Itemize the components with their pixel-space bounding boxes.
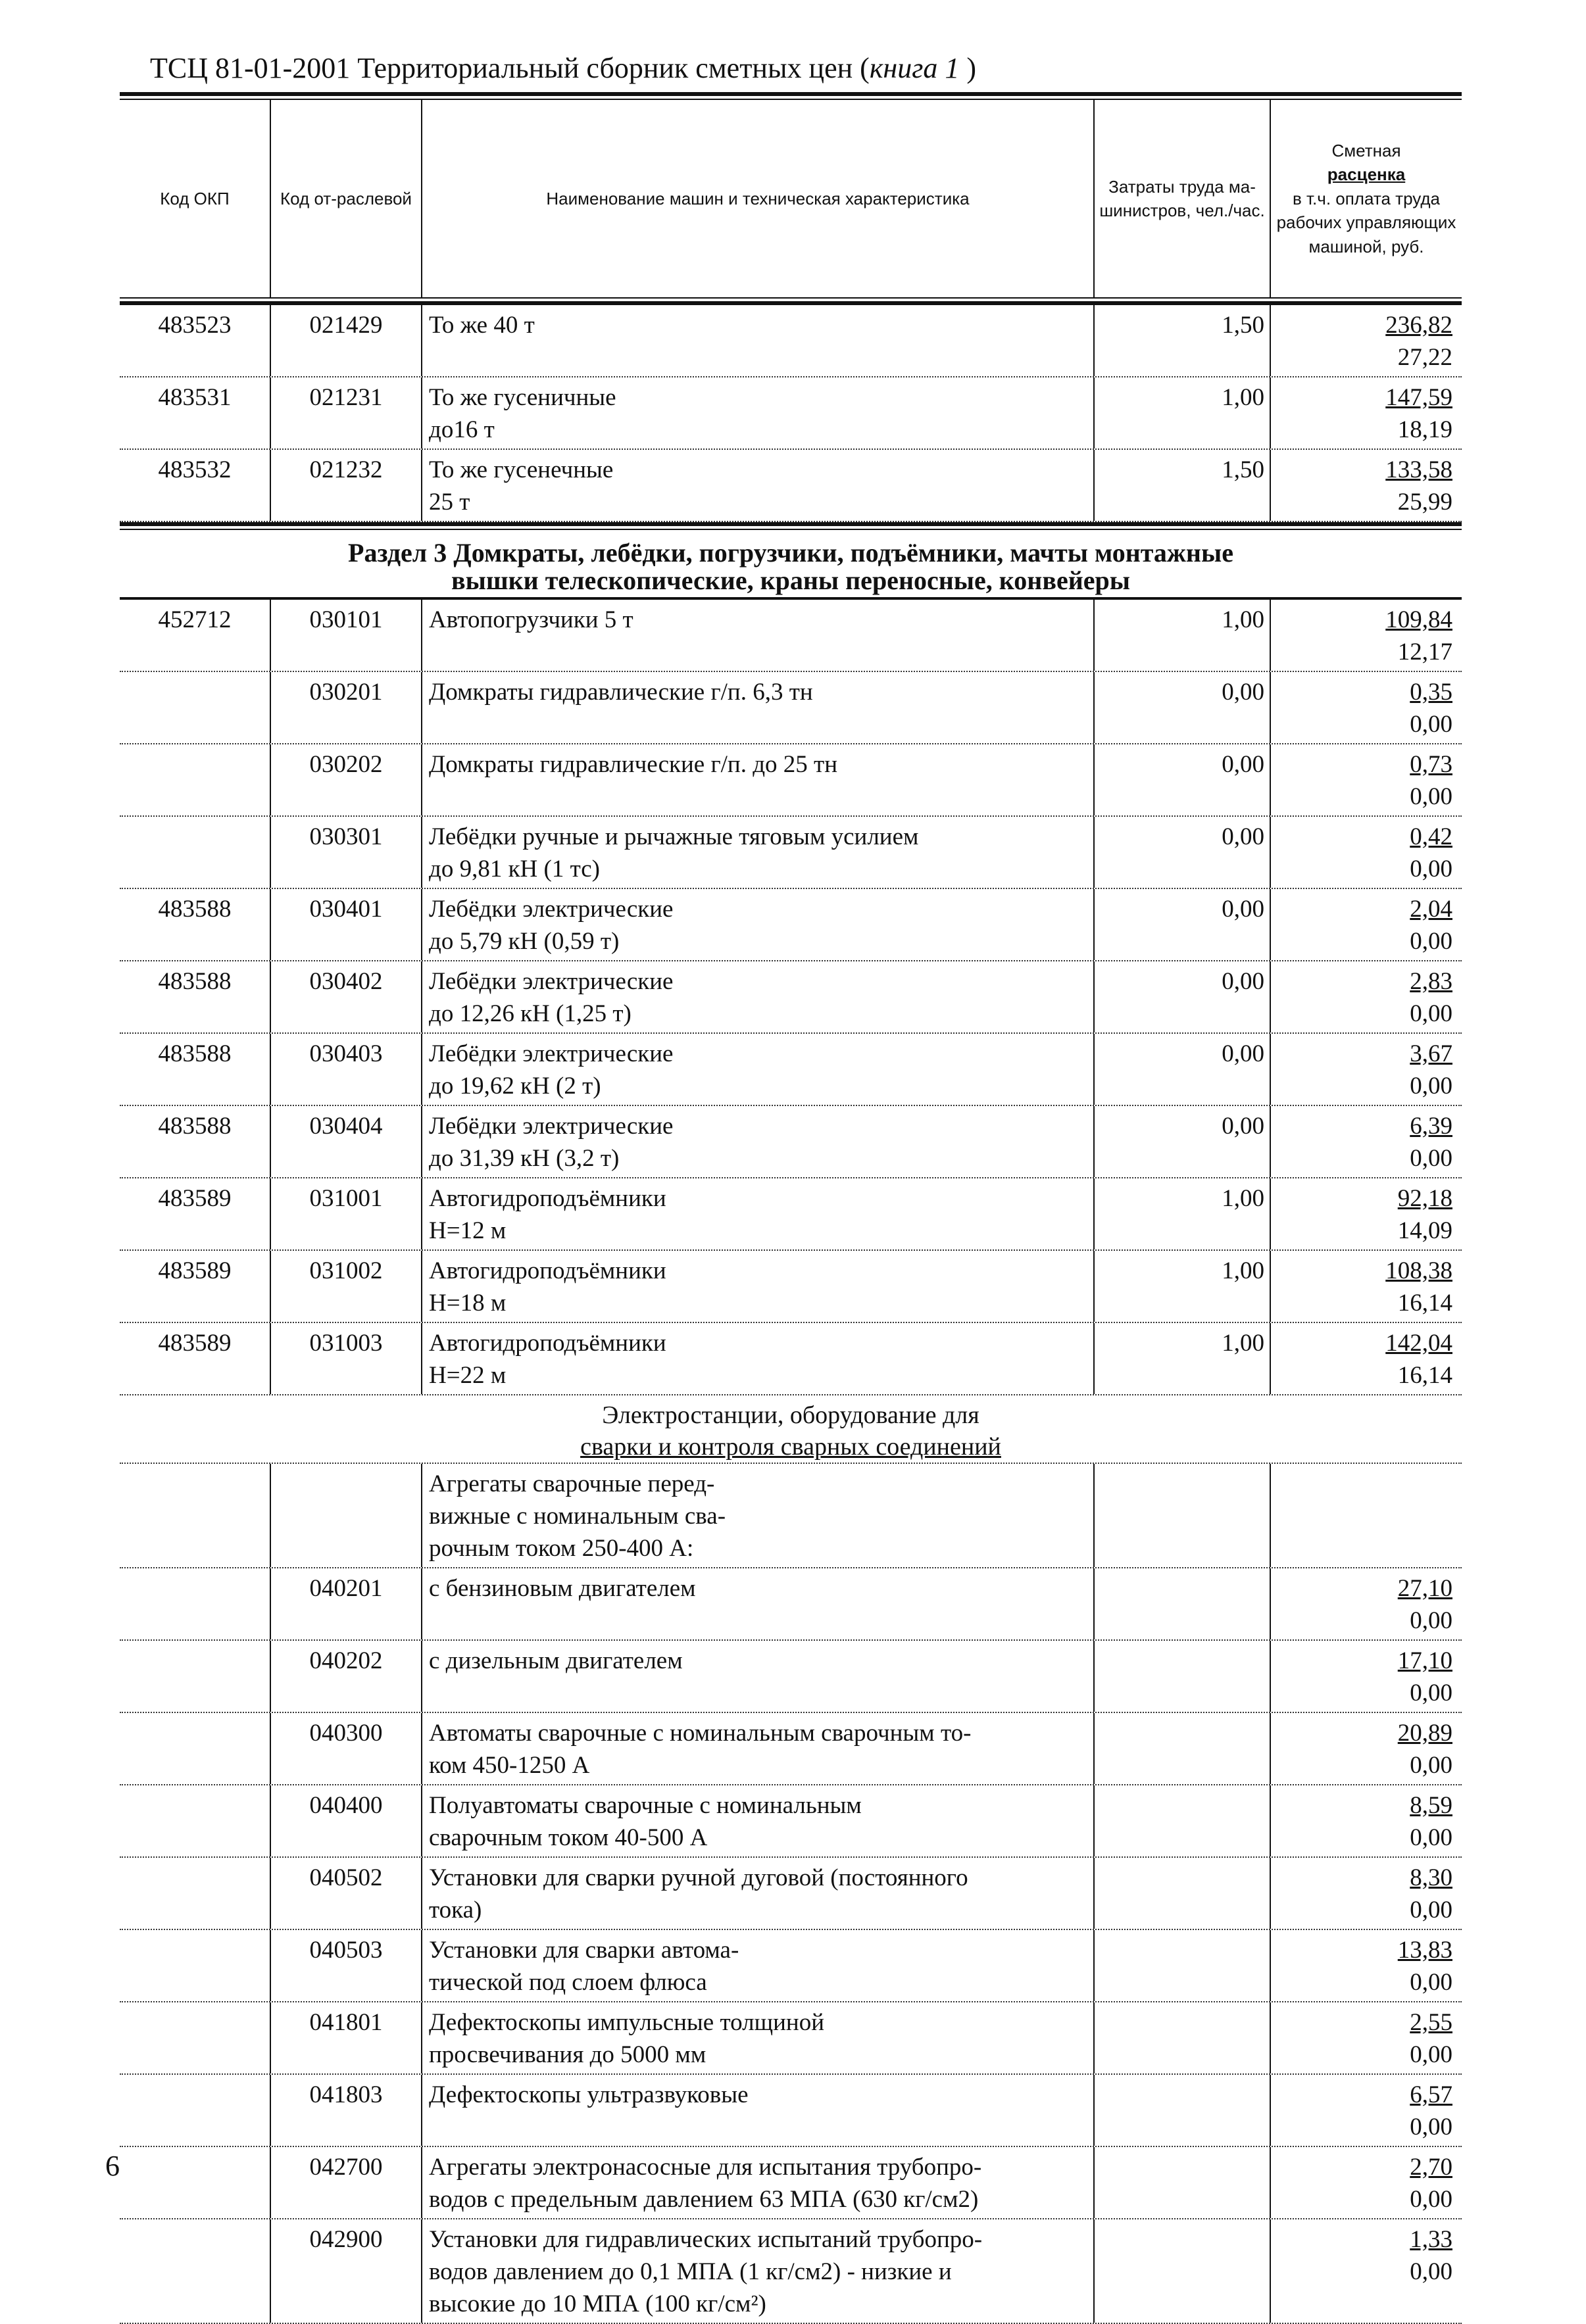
labor-cost: [1093, 1858, 1270, 1929]
price-cell: [1270, 1464, 1462, 1567]
okp-code: [120, 672, 270, 743]
machine-name: [421, 1034, 1093, 1105]
wage-amount: 0,00: [1410, 928, 1452, 955]
machine-name: [421, 817, 1093, 888]
price-cell: [1270, 961, 1462, 1032]
labor-cost: 0,00: [1093, 744, 1270, 815]
estimated-price: 2,83: [1410, 968, 1452, 995]
okp-code: 483532: [158, 456, 232, 483]
okp-code: [120, 2219, 270, 2323]
machine-name: [421, 1106, 1093, 1177]
okp-code: 483531: [158, 384, 232, 411]
header-labor: Затраты труда ма-шинистров, чел./час.: [1093, 100, 1270, 297]
estimated-price: 8,59: [1410, 1792, 1452, 1819]
section-rule: [120, 522, 1462, 530]
price-cell: [1270, 2147, 1462, 2218]
branch-code: 030402: [270, 961, 421, 1032]
okp-code: [120, 2075, 270, 2146]
okp-code: [120, 744, 270, 815]
machine-name: [421, 450, 1093, 521]
machine-name-line: ком 450-1250 А: [429, 1752, 590, 1779]
estimated-price: 0,42: [1410, 823, 1452, 850]
wage-amount: 0,00: [1410, 1073, 1452, 1100]
labor-cost: [1093, 1641, 1270, 1712]
price-table: [120, 92, 1462, 2324]
price-cell: [1270, 2002, 1462, 2073]
machine-name-line: [429, 781, 1087, 813]
machine-name-line: с бензиновым двигателем: [429, 1575, 696, 1602]
okp-code: [120, 817, 270, 888]
labor-cost: 1,50: [1093, 305, 1270, 376]
machine-name-line: Н=18 м: [429, 1290, 507, 1317]
table-row: [120, 672, 1462, 744]
estimated-price: 2,55: [1410, 2009, 1452, 2036]
machine-name-line: до 5,79 кН (0,59 т): [429, 928, 620, 955]
wage-amount: 0,00: [1410, 1969, 1452, 1996]
estimated-price: 3,67: [1410, 1040, 1452, 1067]
estimated-price: 142,04: [1385, 1330, 1452, 1357]
labor-cost: [1093, 1785, 1270, 1856]
wage-amount: 0,00: [1410, 2041, 1452, 2068]
labor-cost: 1,00: [1093, 377, 1270, 448]
labor-cost: 1,00: [1093, 600, 1270, 671]
price-cell: [1270, 305, 1462, 376]
estimated-price: 108,38: [1385, 1257, 1452, 1284]
labor-cost: [1093, 2219, 1270, 2323]
table-row: [120, 1178, 1462, 1251]
machine-name: [421, 1858, 1093, 1929]
table-row: [120, 1464, 1462, 1568]
machine-name-line: до16 т: [429, 416, 495, 443]
machine-name-line: с дизельным двигателем: [429, 1647, 683, 1674]
table-row: [120, 450, 1462, 522]
okp-code: [120, 1930, 270, 2001]
labor-cost: 0,00: [1093, 672, 1270, 743]
machine-name-line: Дефектоскопы ультразвуковые: [429, 2081, 749, 2108]
okp-code: 483588: [158, 1113, 232, 1140]
price-cell: [1270, 2219, 1462, 2323]
wage-amount: 25,99: [1397, 489, 1452, 516]
wage-amount: 18,19: [1397, 416, 1452, 443]
okp-code: [120, 1858, 270, 1929]
machine-name-line: Лебёдки ручные и рычажные тяговым усилием: [429, 823, 919, 850]
machine-name-line: вижные с номинальным сва-: [429, 1503, 726, 1530]
machine-name-line: Автогидроподъёмники: [429, 1257, 666, 1284]
okp-code: 483589: [158, 1257, 232, 1284]
branch-code: 042900: [270, 2219, 421, 2323]
price-cell: [1270, 450, 1462, 521]
machine-name-line: до 9,81 кН (1 тс): [429, 856, 600, 883]
branch-code: 030403: [270, 1034, 421, 1105]
okp-code: 483588: [158, 1040, 232, 1067]
table-row: [120, 2002, 1462, 2075]
price-cell: [1270, 1785, 1462, 1856]
machine-name: [421, 1930, 1093, 2001]
header-name: Наименование машин и техническая характеристика: [421, 100, 1093, 297]
machine-name-line: до 12,26 кН (1,25 т): [429, 1000, 632, 1027]
machine-name-line: тока): [429, 1897, 482, 1924]
machine-name: [421, 305, 1093, 376]
machine-name: [421, 1641, 1093, 1712]
price-cell: [1270, 600, 1462, 671]
branch-code: 030301: [270, 817, 421, 888]
okp-code: [120, 1568, 270, 1639]
machine-name-line: 25 т: [429, 489, 470, 516]
machine-name-line: водов давлением до 0,1 МПА (1 кг/см2) - низкие и: [429, 2258, 952, 2285]
machine-name-line: [429, 708, 1087, 740]
wage-amount: 0,00: [1410, 783, 1452, 810]
machine-name-line: [429, 1605, 1087, 1637]
table-row: [120, 600, 1462, 672]
okp-code: [120, 1464, 270, 1567]
labor-cost: [1093, 2147, 1270, 2218]
wage-amount: 0,00: [1410, 1145, 1452, 1172]
machine-name: [421, 1713, 1093, 1784]
labor-cost: 0,00: [1093, 1034, 1270, 1105]
wage-amount: 16,14: [1397, 1290, 1452, 1317]
estimated-price: 2,04: [1410, 896, 1452, 923]
machine-name-line: Лебёдки электрические: [429, 1040, 674, 1067]
branch-code: [270, 1464, 421, 1567]
machine-name: [421, 2147, 1093, 2218]
estimated-price: 2,70: [1410, 2154, 1452, 2181]
estimated-price: 236,82: [1385, 312, 1452, 339]
table-row: [120, 2075, 1462, 2147]
labor-cost: [1093, 1930, 1270, 2001]
branch-code: 030202: [270, 744, 421, 815]
labor-cost: 0,00: [1093, 961, 1270, 1032]
estimated-price: 27,10: [1397, 1575, 1452, 1602]
wage-amount: 0,00: [1410, 1824, 1452, 1851]
wage-amount: 0,00: [1410, 1752, 1452, 1779]
labor-cost: 0,00: [1093, 889, 1270, 960]
okp-code: [120, 1713, 270, 1784]
table-row: [120, 377, 1462, 450]
estimated-price: 20,89: [1397, 1720, 1452, 1747]
price-cell: [1270, 1930, 1462, 2001]
table-row: [120, 1323, 1462, 1395]
table-row: [120, 1713, 1462, 1785]
machine-name-line: Установки для сварки автома-: [429, 1937, 739, 1964]
branch-code: 040201: [270, 1568, 421, 1639]
machine-name: [421, 889, 1093, 960]
okp-code: [120, 2002, 270, 2073]
price-cell: [1270, 889, 1462, 960]
machine-name-line: [429, 2111, 1087, 2143]
branch-code: 040503: [270, 1930, 421, 2001]
price-cell: [1270, 1034, 1462, 1105]
branch-code: 040400: [270, 1785, 421, 1856]
labor-cost: [1093, 2002, 1270, 2073]
table-row: [120, 1930, 1462, 2002]
subsection-title: Электростанции, оборудование для сварки и контроля сварных соединений: [120, 1395, 1462, 1464]
branch-code: 030201: [270, 672, 421, 743]
machine-name: [421, 1178, 1093, 1249]
okp-code: [120, 1785, 270, 1856]
machine-name-line: Дефектоскопы импульсные толщиной: [429, 2009, 825, 2036]
machine-name-line: Установки для гидравлических испытаний трубопро-: [429, 2226, 983, 2253]
machine-name: [421, 744, 1093, 815]
machine-name-line: сварочным током 40-500 А: [429, 1824, 708, 1851]
machine-name: [421, 600, 1093, 671]
machine-name-line: Автоматы сварочные с номинальным сварочным то-: [429, 1720, 972, 1747]
estimated-price: 13,83: [1397, 1937, 1452, 1964]
okp-code: 483588: [158, 968, 232, 995]
price-cell: [1270, 377, 1462, 448]
machine-name-line: Домкраты гидравлические г/п. до 25 тн: [429, 751, 838, 778]
machine-name-line: То же 40 т: [429, 312, 535, 339]
estimated-price: 0,35: [1410, 679, 1452, 706]
machine-name-line: Агрегаты электронасосные для испытания трубопро-: [429, 2154, 982, 2181]
branch-code: 040300: [270, 1713, 421, 1784]
branch-code: 021232: [270, 450, 421, 521]
labor-cost: 1,00: [1093, 1178, 1270, 1249]
machine-name-line: водов с предельным давлением 63 МПА (630 кг/см2): [429, 2186, 979, 2213]
machine-name: [421, 2002, 1093, 2073]
machine-name: [421, 2219, 1093, 2323]
table-row: [120, 961, 1462, 1034]
price-cell: [1270, 1323, 1462, 1394]
machine-name-line: Автопогрузчики 5 т: [429, 606, 633, 633]
page-number: 6: [105, 2150, 120, 2182]
branch-code: 042700: [270, 2147, 421, 2218]
header-okp: Код ОКП: [160, 188, 230, 208]
machine-name: [421, 961, 1093, 1032]
rows-top: [120, 305, 1462, 522]
estimated-price: 6,57: [1410, 2081, 1452, 2108]
machine-name-line: Установки для сварки ручной дуговой (постоянного: [429, 1864, 968, 1891]
price-cell: [1270, 1178, 1462, 1249]
header-top-rule: [120, 92, 1462, 100]
machine-name-line: высокие до 10 МПА (100 кг/см²): [429, 2290, 766, 2317]
labor-cost: 1,50: [1093, 450, 1270, 521]
machine-name-line: Лебёдки электрические: [429, 1113, 674, 1140]
machine-name: [421, 672, 1093, 743]
machine-name: [421, 377, 1093, 448]
price-cell: [1270, 1251, 1462, 1322]
labor-cost: 0,00: [1093, 1106, 1270, 1177]
estimated-price: 17,10: [1397, 1647, 1452, 1674]
page-title: ТСЦ 81-01-2001 Территориальный сборник сметных цен (книга 1 ): [150, 52, 977, 84]
wage-amount: 0,00: [1410, 1680, 1452, 1707]
branch-code: 021429: [270, 305, 421, 376]
machine-name-line: То же гусенечные: [429, 456, 614, 483]
machine-name-line: тической под слоем флюса: [429, 1969, 707, 1996]
price-cell: [1270, 672, 1462, 743]
machine-name: [421, 1323, 1093, 1394]
branch-code: 040202: [270, 1641, 421, 1712]
wage-amount: 27,22: [1397, 344, 1452, 371]
wage-amount: 0,00: [1410, 711, 1452, 738]
machine-name-line: [429, 636, 1087, 668]
rows-section-4: [120, 1464, 1462, 2324]
table-row: [120, 2219, 1462, 2324]
table-row: [120, 1858, 1462, 1930]
price-cell: [1270, 744, 1462, 815]
machine-name-line: То же гусеничные: [429, 384, 616, 411]
price-cell: [1270, 1858, 1462, 1929]
table-row: [120, 2147, 1462, 2219]
machine-name-line: [429, 1677, 1087, 1709]
table-row: [120, 744, 1462, 817]
wage-amount: 0,00: [1410, 1607, 1452, 1634]
machine-name-line: просвечивания до 5000 мм: [429, 2041, 706, 2068]
estimated-price: 133,58: [1385, 456, 1452, 483]
machine-name: [421, 1251, 1093, 1322]
okp-code: [120, 2147, 270, 2218]
table-row: [120, 817, 1462, 889]
machine-name-line: Автогидроподъёмники: [429, 1330, 666, 1357]
price-cell: [1270, 817, 1462, 888]
machine-name-line: Лебёдки электрические: [429, 968, 674, 995]
price-cell: [1270, 2075, 1462, 2146]
wage-amount: 12,17: [1397, 639, 1452, 666]
estimated-price: 6,39: [1410, 1113, 1452, 1140]
table-row: [120, 889, 1462, 961]
machine-name-line: рочным током 250-400 А:: [429, 1535, 694, 1562]
branch-code: 030404: [270, 1106, 421, 1177]
branch-code: 041801: [270, 2002, 421, 2073]
wage-amount: 0,00: [1410, 2186, 1452, 2213]
price-cell: [1270, 1568, 1462, 1639]
machine-name-line: Лебёдки электрические: [429, 896, 674, 923]
machine-name-line: Н=22 м: [429, 1362, 507, 1389]
machine-name-line: Агрегаты сварочные перед-: [429, 1470, 715, 1497]
rows-section-3: [120, 600, 1462, 1395]
labor-cost: [1093, 1568, 1270, 1639]
header-price: Сметная расценка в т.ч. оплата труда рабочих управляющих машиной, руб.: [1270, 100, 1462, 297]
machine-name: [421, 1785, 1093, 1856]
branch-code: 030101: [270, 600, 421, 671]
branch-code: 031002: [270, 1251, 421, 1322]
estimated-price: 8,30: [1410, 1864, 1452, 1891]
wage-amount: 14,09: [1397, 1217, 1452, 1244]
branch-code: 030401: [270, 889, 421, 960]
table-row: [120, 1785, 1462, 1858]
price-cell: [1270, 1713, 1462, 1784]
table-row: [120, 1641, 1462, 1713]
machine-name-line: до 31,39 кН (3,2 т): [429, 1145, 620, 1172]
wage-amount: 0,00: [1410, 2258, 1452, 2285]
machine-name-line: Домкраты гидравлические г/п. 6,3 тн: [429, 679, 813, 706]
header-branch-code: Код от-раслевой: [270, 100, 421, 297]
table-row: [120, 1251, 1462, 1323]
section-3-title: Раздел 3 Домкраты, лебёдки, погрузчики, подъёмники, мачты монтажные вышки телескопические, краны переносные, конвейеры: [348, 538, 1233, 595]
estimated-price: 0,73: [1410, 751, 1452, 778]
estimated-price: 92,18: [1397, 1185, 1452, 1212]
labor-cost: 0,00: [1093, 817, 1270, 888]
table-row: [120, 1106, 1462, 1178]
price-cell: [1270, 1106, 1462, 1177]
wage-amount: 16,14: [1397, 1362, 1452, 1389]
labor-cost: 1,00: [1093, 1251, 1270, 1322]
branch-code: 031001: [270, 1178, 421, 1249]
header-bottom-rule: [120, 297, 1462, 305]
machine-name-line: Автогидроподъёмники: [429, 1185, 666, 1212]
machine-name: [421, 1568, 1093, 1639]
estimated-price: 109,84: [1385, 606, 1452, 633]
wage-amount: 0,00: [1410, 2114, 1452, 2141]
okp-code: 483523: [158, 312, 232, 339]
labor-cost: [1093, 1713, 1270, 1784]
labor-cost: [1093, 1464, 1270, 1567]
okp-code: 483589: [158, 1330, 232, 1357]
okp-code: [120, 1641, 270, 1712]
okp-code: 483588: [158, 896, 232, 923]
okp-code: 452712: [158, 606, 232, 633]
branch-code: 040502: [270, 1858, 421, 1929]
machine-name: [421, 2075, 1093, 2146]
table-row: [120, 1568, 1462, 1641]
okp-code: 483589: [158, 1185, 232, 1212]
labor-cost: [1093, 2075, 1270, 2146]
estimated-price: 147,59: [1385, 384, 1452, 411]
wage-amount: 0,00: [1410, 856, 1452, 883]
branch-code: 041803: [270, 2075, 421, 2146]
table-row: [120, 1034, 1462, 1106]
table-header: [120, 100, 1462, 297]
estimated-price: 1,33: [1410, 2226, 1452, 2253]
branch-code: 031003: [270, 1323, 421, 1394]
table-row: [120, 305, 1462, 377]
machine-name: [421, 1464, 1093, 1567]
wage-amount: 0,00: [1410, 1000, 1452, 1027]
machine-name-line: Н=12 м: [429, 1217, 507, 1244]
labor-cost: 1,00: [1093, 1323, 1270, 1394]
machine-name-line: Полуавтоматы сварочные с номинальным: [429, 1792, 862, 1819]
machine-name-line: до 19,62 кН (2 т): [429, 1073, 601, 1100]
branch-code: 021231: [270, 377, 421, 448]
price-cell: [1270, 1641, 1462, 1712]
wage-amount: 0,00: [1410, 1897, 1452, 1924]
